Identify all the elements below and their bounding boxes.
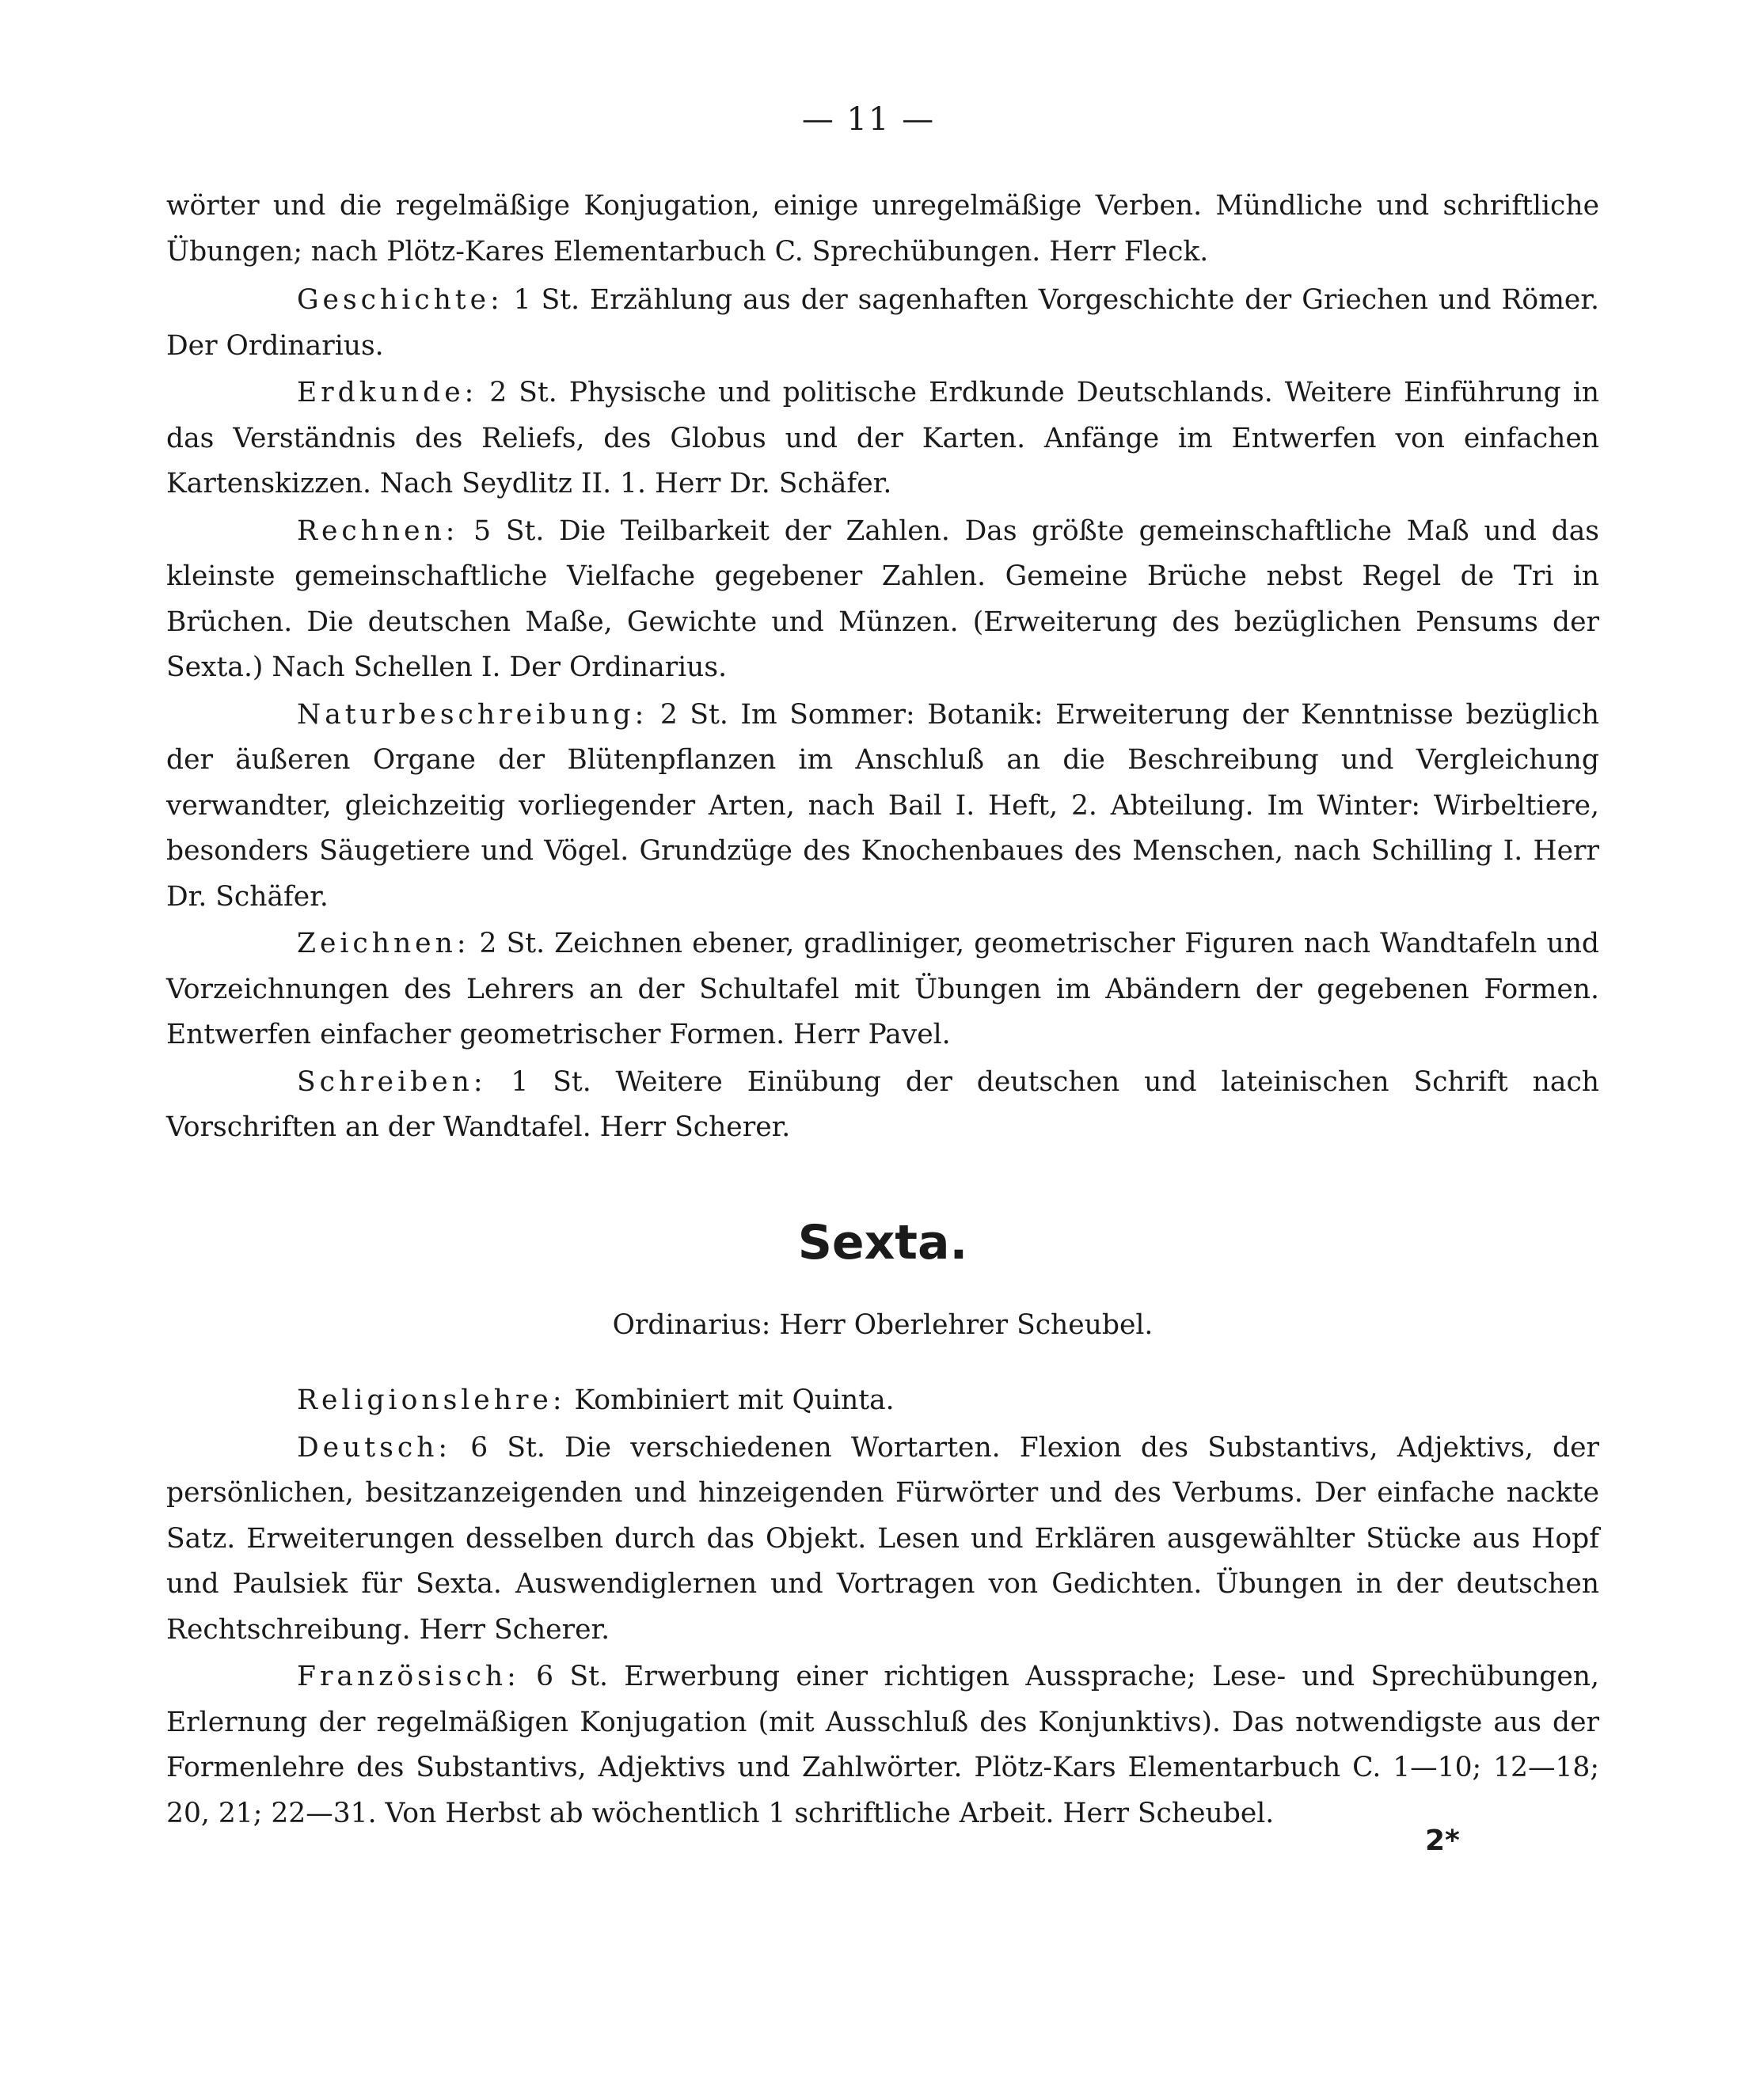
paragraph-text: 5 St. Die Teilbarkeit der Zahlen. Das größte gemeinschaftliche Maß und das kleinste gemeinschaftliche Vielfache gegebener Zahlen. Gemeine Brüche nebst Regel de Tri in Brüchen. Die deutschen Maße, Gewichte und Münzen. (Erweiterung des bezüglichen Pensums der Sexta.) Nach Schellen I. Der Ordinarius.: [166, 515, 1599, 683]
paragraph-text: Kombiniert mit Quinta.: [565, 1384, 895, 1416]
subject-label: Deutsch:: [297, 1431, 452, 1464]
paragraph-text: 6 St. Die verschiedenen Wortarten. Flexion des Substantivs, Adjektivs, der persönlichen, besitzanzeigenden und hinzeigenden Fürwörter und des Verbums. Der einfache nackte Satz. Erweiterungen desselben durch das Objekt. Lesen und Erklären ausgewählter Stücke aus Hopf und Paulsiek für Sexta. Auswendiglernen und Vortragen von Gedichten. Übungen in der deutschen Rechtschreibung. Herr Scherer.: [166, 1431, 1599, 1646]
paragraph-continuation: [166, 184, 1599, 275]
paragraph-schreiben: [166, 1060, 1599, 1151]
paragraph-text: 6 St. Erwerbung einer richtigen Aussprache; Lese- und Sprechübungen, Erlernung der regelmäßigen Konjugation (mit Ausschluß des Konjunktivs). Das notwendigste aus der Formenlehre des Substantivs, Adjektivs und Zahlwörter. Plötz-Kars Elementarbuch C. 1—10; 12—18; 20, 21; 22—31. Von Herbst ab wöchentlich 1 schriftliche Arbeit. Herr Scheubel.: [166, 1661, 1599, 1829]
subject-label: Religionslehre:: [297, 1384, 566, 1416]
paragraph-rechnen: [166, 509, 1599, 691]
subject-label: Erdkunde:: [297, 377, 478, 408]
subject-label: Naturbeschreibung:: [297, 698, 648, 731]
paragraph-religionslehre: [166, 1378, 1599, 1424]
page-number: — 11 —: [801, 101, 936, 138]
paragraph-naturbeschreibung: [166, 693, 1599, 921]
subject-label: Schreiben:: [297, 1065, 487, 1098]
paragraph-text: wörter und die regelmäßige Konjugation, einige unregelmäßige Verben. Mündliche und schriftliche Übungen; nach Plötz-Kares Elementarbuch C. Sprechübungen. Herr Fleck.: [166, 190, 1599, 268]
subject-label: Zeichnen:: [297, 928, 470, 959]
paragraph-text: 2 St. Physische und politische Erdkunde Deutschlands. Weitere Einführung in das Verständnis des Reliefs, des Globus und der Karten. Anfänge im Entwerfen von einfachen Kartenskizzen. Nach Seydlitz II. 1. Herr Dr. Schäfer.: [166, 377, 1599, 499]
paragraph-text: 2 St. Zeichnen ebener, gradliniger, geometrischer Figuren nach Wandtafeln und Vorzeichnungen des Lehrers an der Schultafel mit Übungen im Abändern der gegebenen Formen. Entwerfen einfacher geometrischer Formen. Herr Pavel.: [166, 928, 1599, 1050]
subject-label: Französisch:: [297, 1661, 520, 1692]
paragraph-text: 1 St. Erzählung aus der sagenhaften Vorgeschichte der Griechen und Römer. Der Ordinarius.: [166, 284, 1599, 362]
paragraph-text: 1 St. Weitere Einübung der deutschen und lateinischen Schrift nach Vorschriften an der Wandtafel. Herr Scherer.: [166, 1065, 1599, 1143]
paragraph-erdkunde: [166, 370, 1599, 507]
paragraph-zeichnen: [166, 921, 1599, 1058]
subject-label: Rechnen:: [297, 515, 459, 547]
signature-mark: 2*: [1425, 1825, 1460, 1857]
paragraph-geschichte: [166, 278, 1599, 369]
section-title: Sexta.: [797, 1214, 968, 1270]
ordinarius-line: Ordinarius: Herr Oberlehrer Scheubel.: [612, 1308, 1154, 1341]
paragraph-franzoesisch: [166, 1654, 1599, 1836]
paragraph-text: 2 St. Im Sommer: Botanik: Erweiterung der Kenntnisse bezüglich der äußeren Organe der Blütenpflanzen im Anschluß an die Beschreibung und Vergleichung verwandter, gleichzeitig vorliegender Arten, nach Bail I. Heft, 2. Abteilung. Im Winter: Wirbeltiere, besonders Säugetiere und Vögel. Grundzüge des Knochenbaues des Menschen, nach Schilling I. Herr Dr. Schäfer.: [166, 698, 1599, 913]
subject-label: Geschichte:: [297, 284, 504, 316]
paragraph-deutsch: [166, 1426, 1599, 1654]
document-body: [166, 184, 1599, 1838]
